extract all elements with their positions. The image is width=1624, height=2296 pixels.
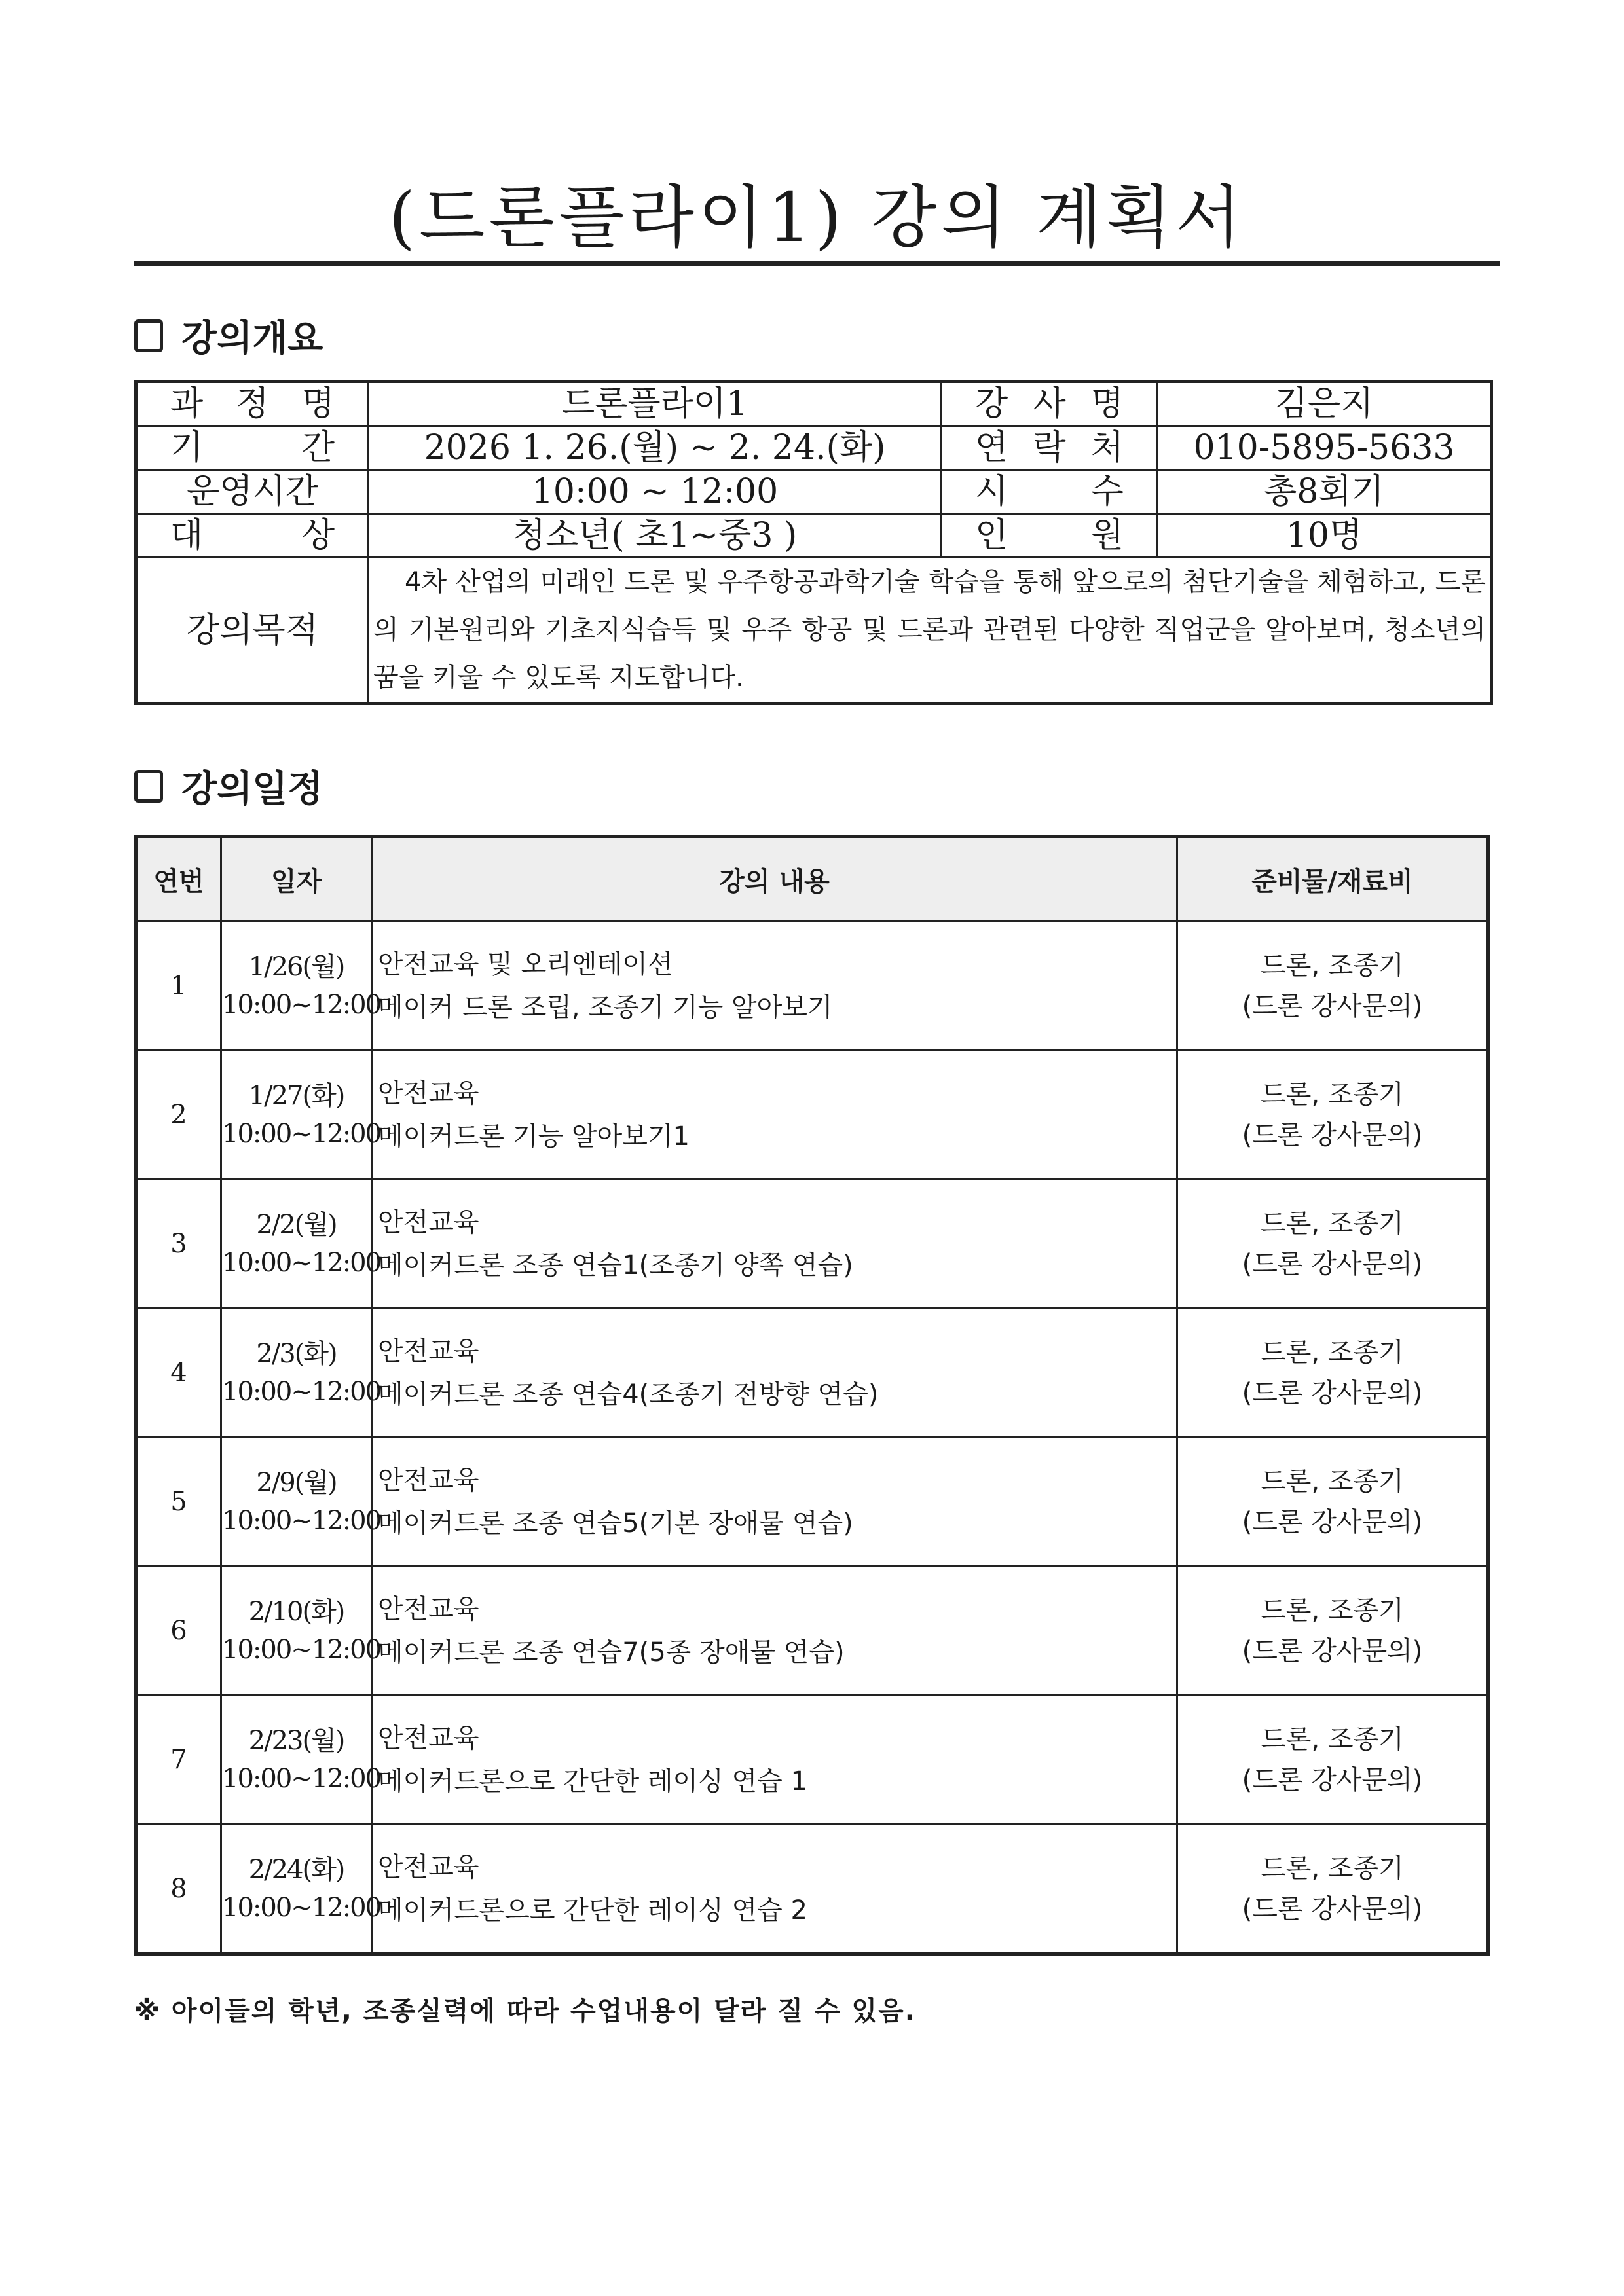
checkbox-icon — [134, 319, 163, 352]
session-content-line: 메이커드론으로 간단한 레이싱 연습 2 — [378, 1895, 807, 1925]
field-label-text — [138, 515, 367, 556]
materials-line: 드론, 조종기 — [1261, 1080, 1404, 1110]
overview-row — [136, 470, 1492, 514]
overview-row — [136, 382, 1492, 426]
materials-note: (드론 강사문의) — [1242, 1636, 1423, 1666]
field-label-text — [942, 427, 1156, 469]
session-date-cell — [221, 1825, 381, 1954]
session-number: 2 — [136, 1051, 221, 1180]
session-date-cell — [221, 1051, 381, 1180]
materials-note: (드론 강사문의) — [1242, 1765, 1423, 1795]
session-content-line: 안전교육 및 오리엔테이션 — [378, 949, 673, 979]
column-header: 연번 — [136, 837, 221, 922]
materials-cell — [1177, 1825, 1488, 1954]
session-content-line: 메이커드론으로 간단한 레이싱 연습 1 — [378, 1766, 807, 1796]
section-title: 강의개요 — [181, 318, 323, 360]
session-time: 10:00~12:00 — [222, 1506, 381, 1536]
field-label-char: 운영시간 — [187, 472, 318, 511]
materials-line: 드론, 조종기 — [1261, 1595, 1404, 1626]
session-content-cell — [372, 1309, 1177, 1438]
session-date: 1/26(월) — [248, 952, 344, 982]
session-content-line: 메이커드론 조종 연습1(조종기 양쪽 연습) — [378, 1250, 853, 1281]
session-date: 2/24(화) — [248, 1855, 344, 1885]
session-date: 2/3(화) — [256, 1339, 337, 1369]
session-content-line: 메이커드론 조종 연습4(조종기 전방향 연습) — [378, 1379, 879, 1410]
field-value: 김은지 — [1158, 382, 1492, 426]
materials-note: (드론 강사문의) — [1242, 1894, 1423, 1924]
session-content-line: 메이커드론 조종 연습7(5종 장애물 연습) — [378, 1637, 845, 1667]
materials-cell — [1177, 1567, 1488, 1696]
field-label-text — [138, 427, 367, 469]
overview-table — [134, 380, 1493, 705]
footnote: ※ 아이들의 학년, 조종실력에 따라 수업내용이 달라 질 수 있음. — [134, 1996, 916, 2026]
materials-line: 드론, 조종기 — [1261, 951, 1404, 981]
session-content-line: 안전교육 — [378, 1723, 479, 1753]
table-row — [136, 1309, 1488, 1438]
materials-cell — [1177, 1309, 1488, 1438]
materials-cell — [1177, 1180, 1488, 1309]
field-label — [942, 514, 1158, 558]
session-content-line: 안전교육 — [378, 1078, 479, 1108]
session-content-line: 안전교육 — [378, 1336, 479, 1366]
field-label-char: 과 — [170, 384, 204, 424]
session-date-cell — [221, 922, 381, 1051]
session-content-cell — [372, 1438, 1177, 1567]
field-label-text — [138, 383, 367, 425]
materials-note: (드론 강사문의) — [1242, 1120, 1423, 1150]
field-label — [942, 382, 1158, 426]
session-content-cell — [372, 1051, 1177, 1180]
field-value: 010-5895-5633 — [1158, 426, 1492, 470]
table-row — [136, 922, 1488, 1051]
field-label — [136, 426, 369, 470]
session-date: 2/2(월) — [256, 1210, 337, 1240]
overview-row — [136, 514, 1492, 558]
purpose-row — [136, 558, 1492, 704]
field-label-char: 수 — [1090, 472, 1124, 511]
session-content-cell — [372, 1567, 1177, 1696]
field-label-char: 명 — [301, 384, 335, 424]
field-label-char: 상 — [301, 516, 335, 555]
field-label-text — [942, 515, 1156, 556]
field-label-char: 인 — [975, 516, 1008, 555]
session-number: 7 — [136, 1696, 221, 1825]
purpose-text: 4차 산업의 미래인 드론 및 우주항공과학기술 학습을 통해 앞으로의 첨단기술을 체험하고, 드론의 기본원리와 기초지식습득 및 우주 항공 및 드론과 관련된 다양한 직업군을 알아보며, 청소년의 꿈을 키울 수 있도록 지도합니다. — [369, 558, 1492, 704]
session-date-cell — [221, 1438, 381, 1567]
materials-note: (드론 강사문의) — [1242, 1249, 1423, 1279]
session-content-line: 안전교육 — [378, 1207, 479, 1237]
materials-line: 드론, 조종기 — [1261, 1853, 1404, 1884]
title-underline — [134, 261, 1500, 266]
field-value: 청소년( 초1~중3 ) — [369, 514, 942, 558]
column-header: 일자 — [221, 837, 372, 922]
materials-cell — [1177, 1696, 1488, 1825]
section-heading-overview — [134, 313, 323, 359]
field-label — [942, 470, 1158, 514]
field-label — [136, 514, 369, 558]
field-label-char: 원 — [1090, 516, 1124, 555]
session-time: 10:00~12:00 — [222, 1764, 381, 1794]
section-title: 강의일정 — [181, 768, 323, 811]
session-date: 2/9(월) — [256, 1468, 337, 1498]
field-label-char: 강 — [975, 384, 1008, 424]
materials-note: (드론 강사문의) — [1242, 1378, 1423, 1408]
materials-line: 드론, 조종기 — [1261, 1724, 1404, 1755]
session-date-cell — [221, 1696, 381, 1825]
field-label-text — [942, 383, 1156, 425]
session-date-cell — [221, 1567, 381, 1696]
checkbox-icon — [134, 770, 163, 803]
column-header: 강의 내용 — [372, 837, 1177, 922]
field-label-char: 처 — [1090, 428, 1124, 467]
session-number: 3 — [136, 1180, 221, 1309]
session-date: 1/27(화) — [248, 1081, 344, 1111]
field-label-char: 시 — [975, 472, 1008, 511]
field-label-char: 사 — [1033, 384, 1066, 424]
materials-line: 드론, 조종기 — [1261, 1338, 1404, 1368]
schedule-table — [134, 835, 1490, 1956]
table-row — [136, 1696, 1488, 1825]
field-value: 2026 1. 26.(월) ~ 2. 24.(화) — [369, 426, 942, 470]
session-time: 10:00~12:00 — [222, 1893, 381, 1923]
session-date: 2/10(화) — [248, 1597, 344, 1627]
session-time: 10:00~12:00 — [222, 1248, 381, 1278]
table-row — [136, 1825, 1488, 1954]
field-label-text — [138, 471, 367, 513]
session-time: 10:00~12:00 — [222, 1119, 381, 1149]
column-header: 준비물/재료비 — [1177, 837, 1488, 922]
field-label — [942, 426, 1158, 470]
session-content-line: 안전교육 — [378, 1465, 479, 1495]
materials-cell — [1177, 1051, 1488, 1180]
field-label-char: 정 — [236, 384, 269, 424]
field-label-char: 락 — [1033, 428, 1066, 467]
session-content-cell — [372, 1180, 1177, 1309]
session-time: 10:00~12:00 — [222, 990, 381, 1020]
field-label — [136, 382, 369, 426]
materials-line: 드론, 조종기 — [1261, 1209, 1404, 1239]
field-label-char: 명 — [1090, 384, 1124, 424]
session-number: 1 — [136, 922, 221, 1051]
section-heading-schedule — [134, 763, 323, 809]
materials-cell — [1177, 1438, 1488, 1567]
field-value: 10명 — [1158, 514, 1492, 558]
materials-cell — [1177, 922, 1488, 1051]
session-content-line: 메이커드론 조종 연습5(기본 장애물 연습) — [378, 1508, 853, 1539]
materials-note: (드론 강사문의) — [1242, 991, 1423, 1021]
field-label-char: 연 — [975, 428, 1008, 467]
field-label-char: 대 — [170, 516, 204, 555]
session-content-line: 메이커드론 기능 알아보기1 — [378, 1121, 690, 1152]
session-content-cell — [372, 1825, 1177, 1954]
table-header-row — [136, 837, 1488, 922]
field-value: 10:00 ~ 12:00 — [369, 470, 942, 514]
session-date-cell — [221, 1309, 381, 1438]
field-value: 총8회기 — [1158, 470, 1492, 514]
session-number: 8 — [136, 1825, 221, 1954]
session-content-line: 메이커 드론 조립, 조종기 기능 알아보기 — [378, 993, 833, 1023]
page-title: (드론플라이1) 강의 계획서 — [388, 177, 1246, 257]
table-row — [136, 1051, 1488, 1180]
materials-note: (드론 강사문의) — [1242, 1507, 1423, 1537]
purpose-label: 강의목적 — [136, 558, 369, 704]
session-date: 2/23(월) — [248, 1726, 344, 1756]
field-label-text — [942, 471, 1156, 513]
field-label — [136, 470, 369, 514]
session-content-line: 안전교육 — [378, 1594, 479, 1624]
materials-line: 드론, 조종기 — [1261, 1467, 1404, 1497]
table-row — [136, 1567, 1488, 1696]
field-label-char: 기 — [170, 428, 204, 467]
table-row — [136, 1438, 1488, 1567]
field-value: 드론플라이1 — [369, 382, 942, 426]
session-time: 10:00~12:00 — [222, 1635, 381, 1665]
table-row — [136, 1180, 1488, 1309]
field-label-char: 간 — [301, 428, 335, 467]
session-date-cell — [221, 1180, 381, 1309]
session-number: 5 — [136, 1438, 221, 1567]
session-number: 4 — [136, 1309, 221, 1438]
session-content-cell — [372, 1696, 1177, 1825]
session-time: 10:00~12:00 — [222, 1377, 381, 1407]
overview-row — [136, 426, 1492, 470]
session-content-cell — [372, 922, 1177, 1051]
session-number: 6 — [136, 1567, 221, 1696]
session-content-line: 안전교육 — [378, 1852, 479, 1882]
